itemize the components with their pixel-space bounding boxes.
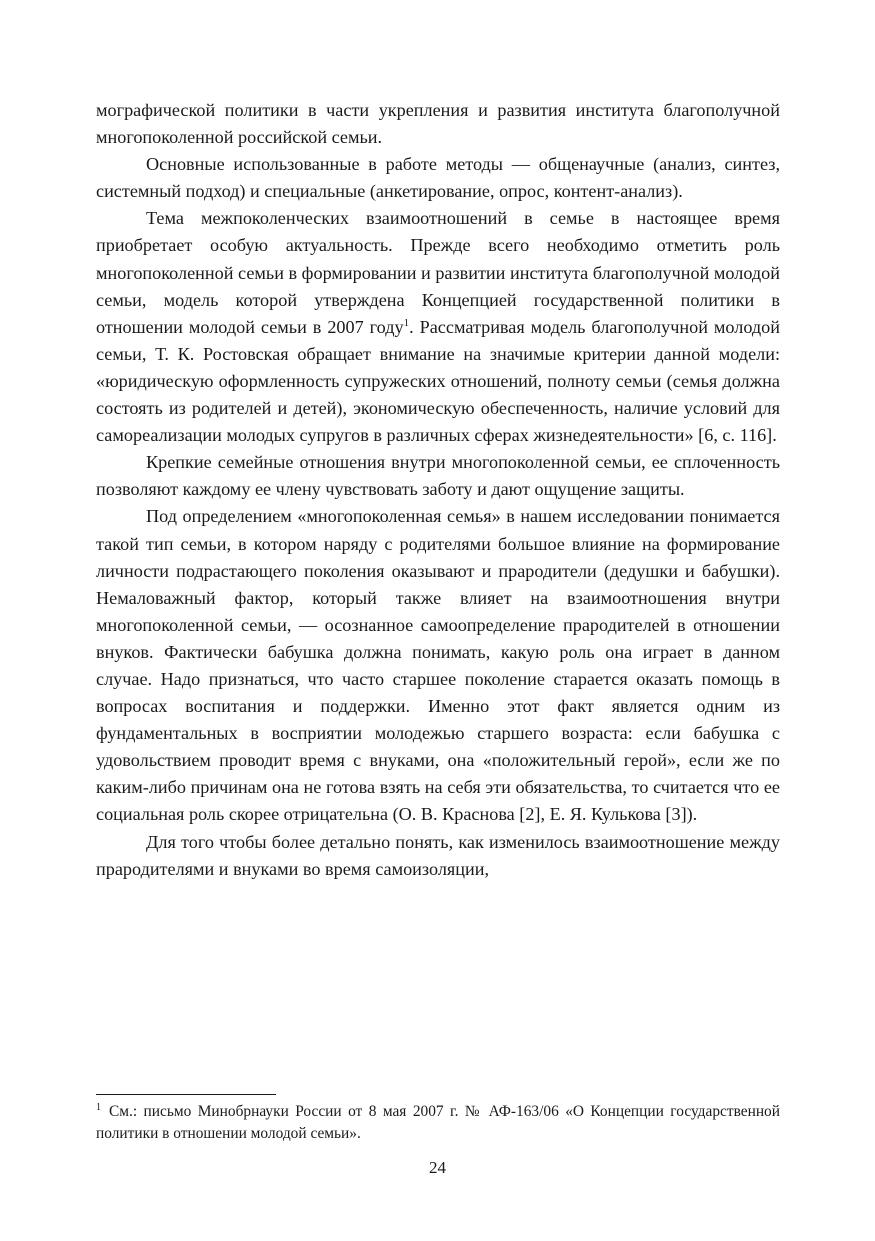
footnote-divider bbox=[96, 1094, 276, 1095]
paragraph-5: Под определением «многопоколенная семья» в нашем исследовании понимается такой тип семьи, в котором наряду с родителями большое влияние на формирование личности подрастающего поколения оказывают и прародители (дедушки и бабушки). Немаловажный фактор, который также влияет на взаимоотношения внутри многопоколенной семьи, — осознанное самоопределение прародителей в отношении внуков. Фактически бабушка должна понимать, какую роль она играет в данном случае. Надо признаться, что часто старшее поколение старается оказать помощь в вопросах воспитания и поддержки. Именно этот факт является одним из фундаментальных в восприятии молодежью старшего возраста: если бабушка с удовольствием проводит время с внуками, она «положительный герой», если же по каким-либо причинам она не готова взять на себя эти обязательства, то считается что ее социальная роль скорее отрицательна (О. В. Краснова [2], Е. Я. Кулькова [3]). bbox=[96, 506, 780, 825]
page-body bbox=[96, 97, 780, 883]
paragraph-3 bbox=[96, 205, 780, 449]
footnotes bbox=[96, 1101, 780, 1145]
paragraph-3-text-before-note: Тема межпоколенческих взаимоотношений в семье в настоящее время приобретает особую актуальность. Прежде всего необходимо отметить роль многопоколенной семьи в формировании и развитии института благополучной молодой семьи, модель которой утверждена Концепцией государственной политики в отношении молодой семьи в 2007 году bbox=[96, 208, 780, 337]
footnote-mark: 1 bbox=[96, 1101, 101, 1113]
paragraph-6: Для того чтобы более детально понять, как изменилось взаимоотношение между прародителями и внуками во время самоизоляции, bbox=[96, 831, 780, 879]
paragraph-1: мографической политики в части укрепления и развития института благополучной многопоколенной российской семьи. bbox=[96, 100, 780, 148]
body-text bbox=[96, 97, 780, 883]
page-number: 24 bbox=[429, 1158, 446, 1177]
footnote-text: См.: письмо Минобрнауки России от 8 мая 2007 г. № АФ-163/06 «О Концепции государственной политики в отношении молодой семьи». bbox=[96, 1103, 780, 1142]
footnote-reference[interactable]: 1 bbox=[403, 316, 410, 329]
paragraph-2: Основные использованные в работе методы — общенаучные (анализ, синтез, системный подход) и специальные (анкетирование, опрос, контент-анализ). bbox=[96, 154, 780, 202]
paragraph-4: Крепкие семейные отношения внутри многопоколенной семьи, ее сплоченность позволяют каждому ее члену чувствовать заботу и дают ощущение защиты. bbox=[96, 452, 780, 500]
paragraph-3-text-after-note: . Рассматривая модель благополучной молодой семьи, Т. К. Ростовская обращает внимание на значимые критерии данной модели: «юридическую оформленность супружеских отношений, полноту семьи (семья должна состоять из родителей и детей), экономическую обеспеченность, наличие условий для самореализации молодых супругов в различных сферах жизнедеятельности» [6, с. 116]. bbox=[96, 316, 780, 446]
footnote-1 bbox=[96, 1101, 780, 1145]
